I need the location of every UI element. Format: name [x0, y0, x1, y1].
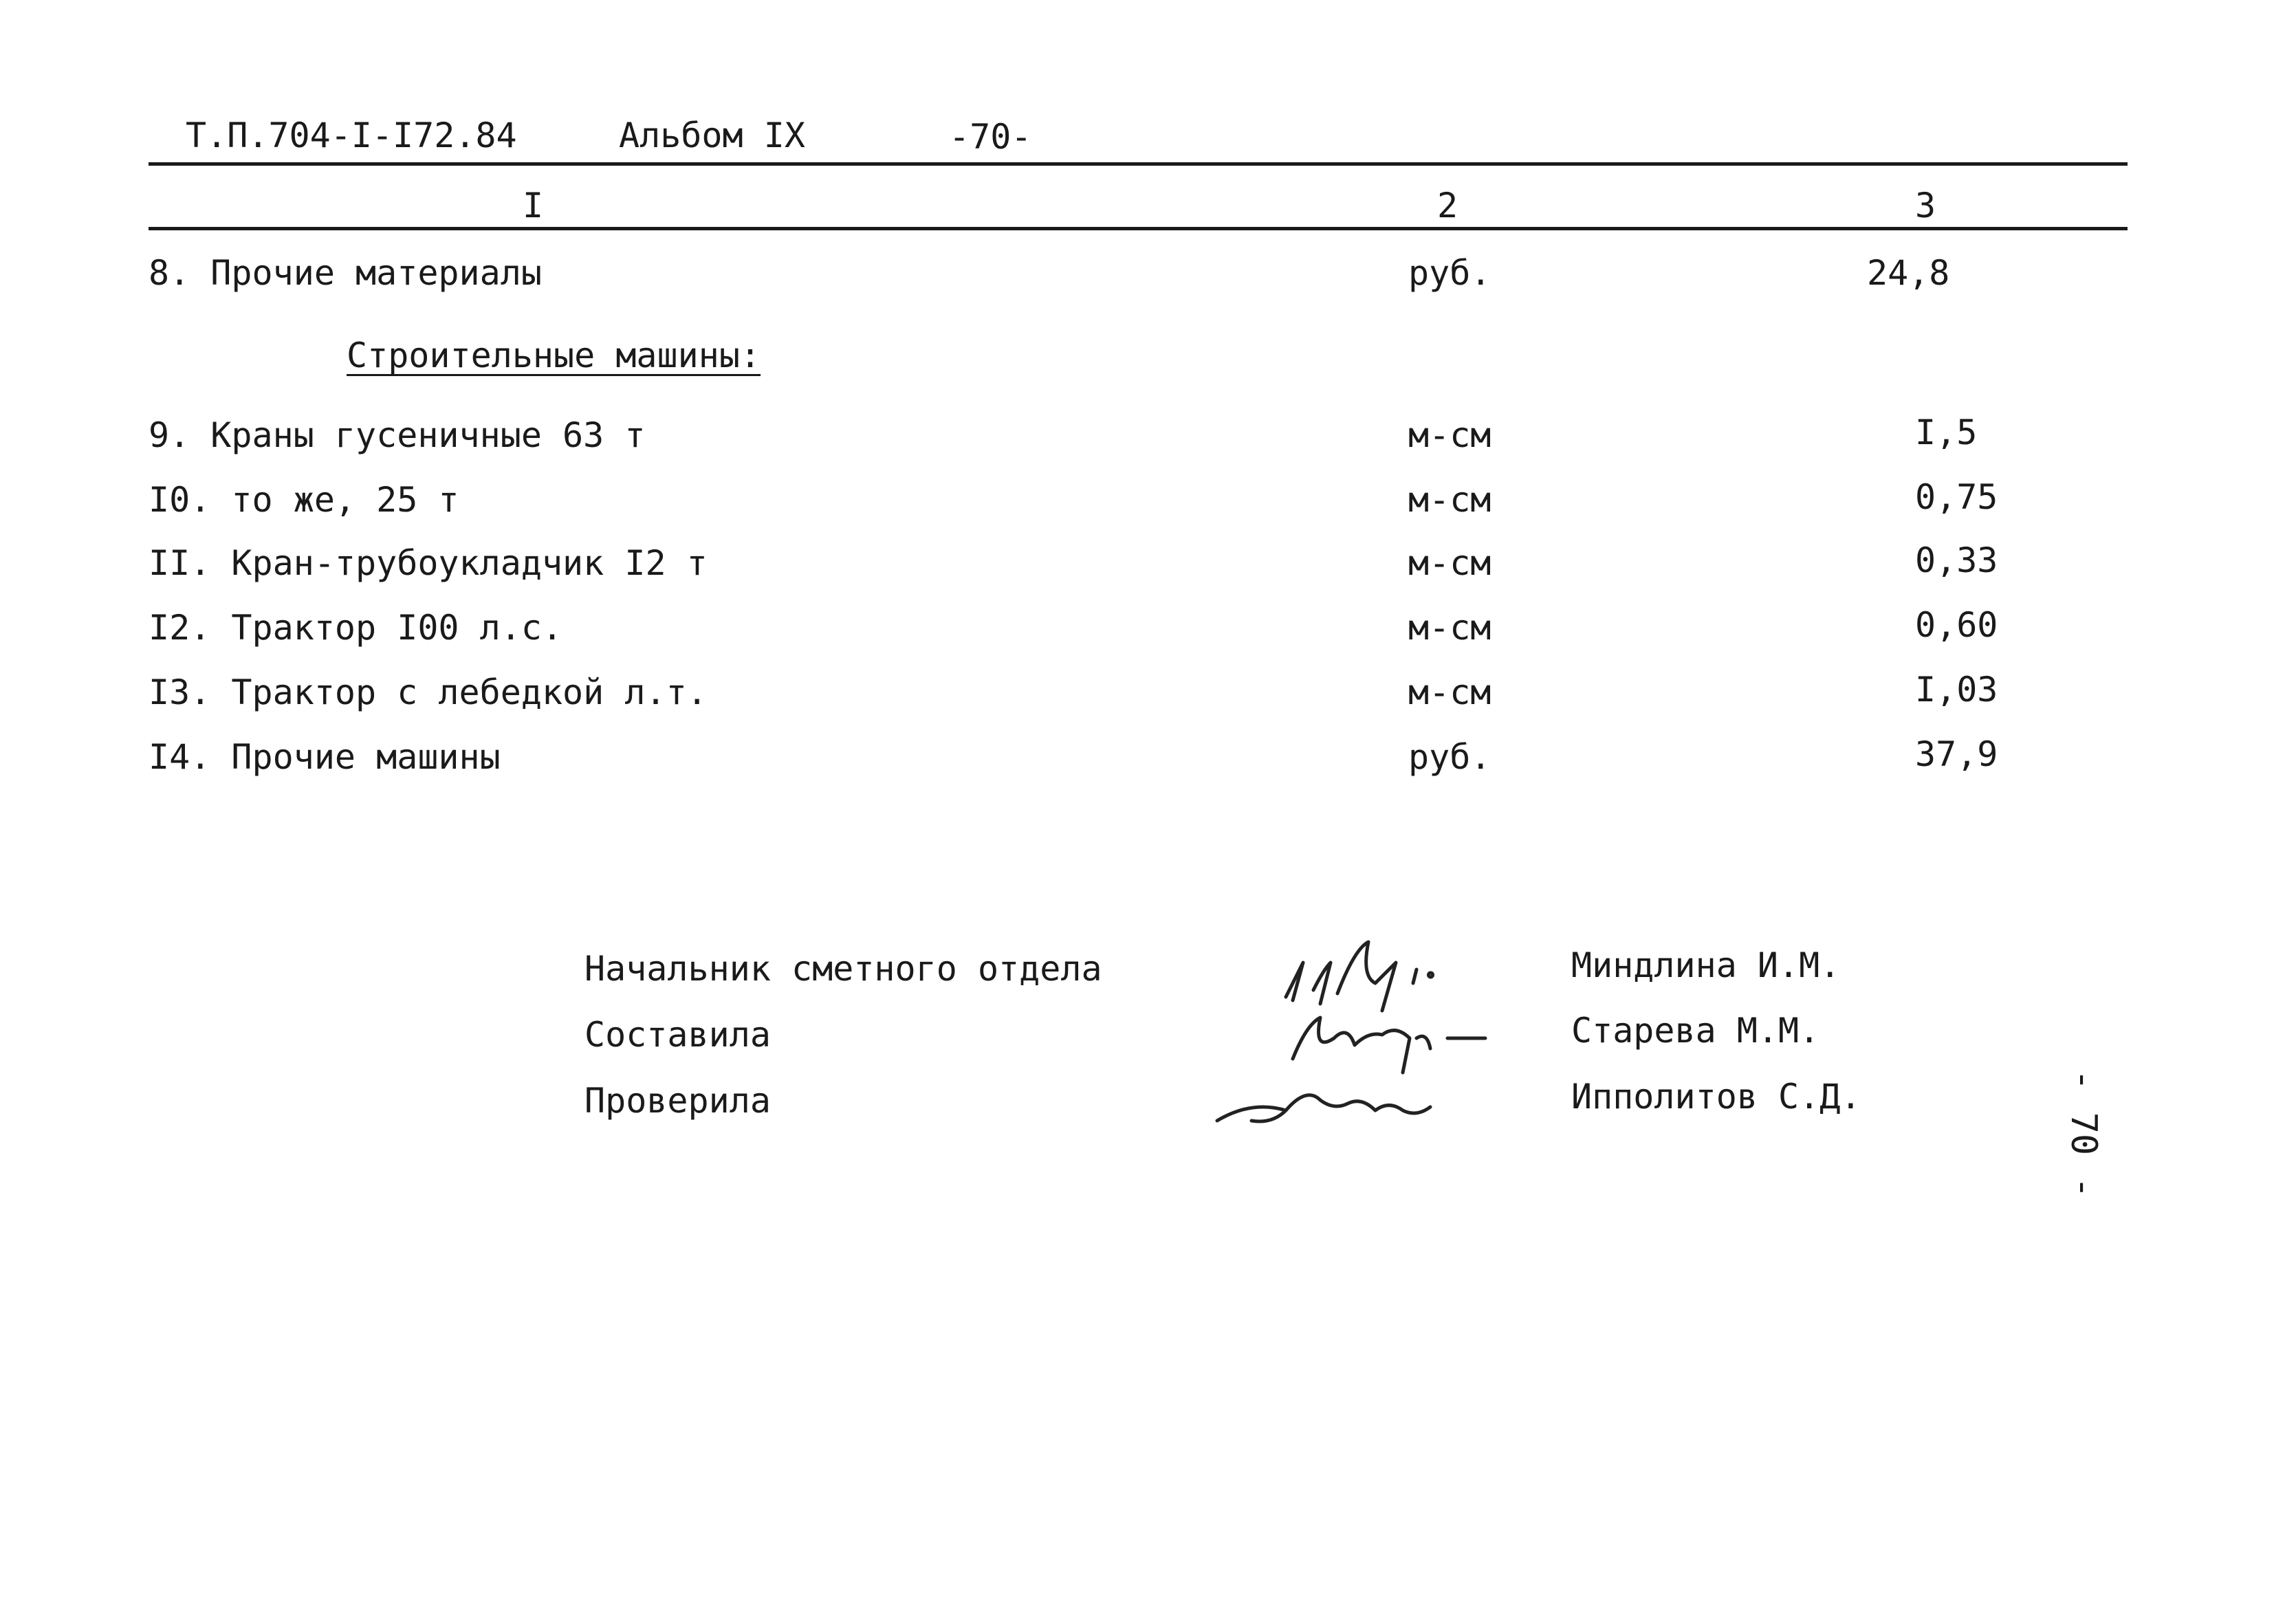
row-unit: руб. [1408, 737, 1491, 777]
signature-person: Миндлина И.М. [1571, 945, 1841, 985]
signature-role: Начальник сметного отдела [584, 949, 1102, 989]
row-unit: м-см [1408, 543, 1491, 583]
row-name: I3. Трактор с лебедкой л.т. [149, 672, 708, 712]
side-page-number: - 70 - [2063, 1069, 2104, 1198]
column-header-2: 2 [1437, 186, 1458, 226]
section-heading: Строительные машины: [347, 336, 761, 375]
signature-person: Старева М.М. [1571, 1011, 1820, 1051]
row-unit: м-см [1408, 608, 1491, 648]
album-label: Альбом IX [619, 116, 805, 155]
column-header-1: I [523, 186, 544, 226]
document-code: Т.П.704-I-I72.84 [186, 116, 517, 155]
row-unit: м-см [1408, 480, 1491, 520]
row-value: 37,9 [1915, 734, 1998, 774]
signature-role: Проверила [584, 1081, 771, 1121]
row-value: I,03 [1915, 670, 1998, 710]
signature-person: Ипполитов С.Д. [1571, 1077, 1861, 1117]
row-value: 0,60 [1915, 605, 1998, 645]
row-value: I,5 [1915, 413, 1978, 452]
header-rule-bottom [149, 227, 2128, 230]
signature-scribble-3 [1210, 1073, 1444, 1134]
row-name: I2. Трактор I00 л.с. [149, 608, 563, 648]
page-number: -70- [949, 117, 1032, 157]
signature-role: Составила [584, 1015, 771, 1055]
row-name: I0. то же, 25 т [149, 480, 459, 520]
row-name: 9. Краны гусеничные 63 т [149, 415, 646, 455]
row-unit: м-см [1408, 672, 1491, 712]
row-name: I4. Прочие машины [149, 737, 501, 777]
row-value: 0,33 [1915, 540, 1998, 580]
column-header-3: 3 [1915, 186, 1936, 226]
row-value: 24,8 [1867, 253, 1950, 293]
row-unit: м-см [1408, 415, 1491, 455]
row-unit: руб. [1408, 253, 1491, 293]
row-value: 0,75 [1915, 477, 1998, 517]
row-name: II. Кран-трубоукладчик I2 т [149, 543, 708, 583]
header-rule-top [149, 162, 2128, 166]
row-name: 8. Прочие материалы [149, 253, 542, 293]
